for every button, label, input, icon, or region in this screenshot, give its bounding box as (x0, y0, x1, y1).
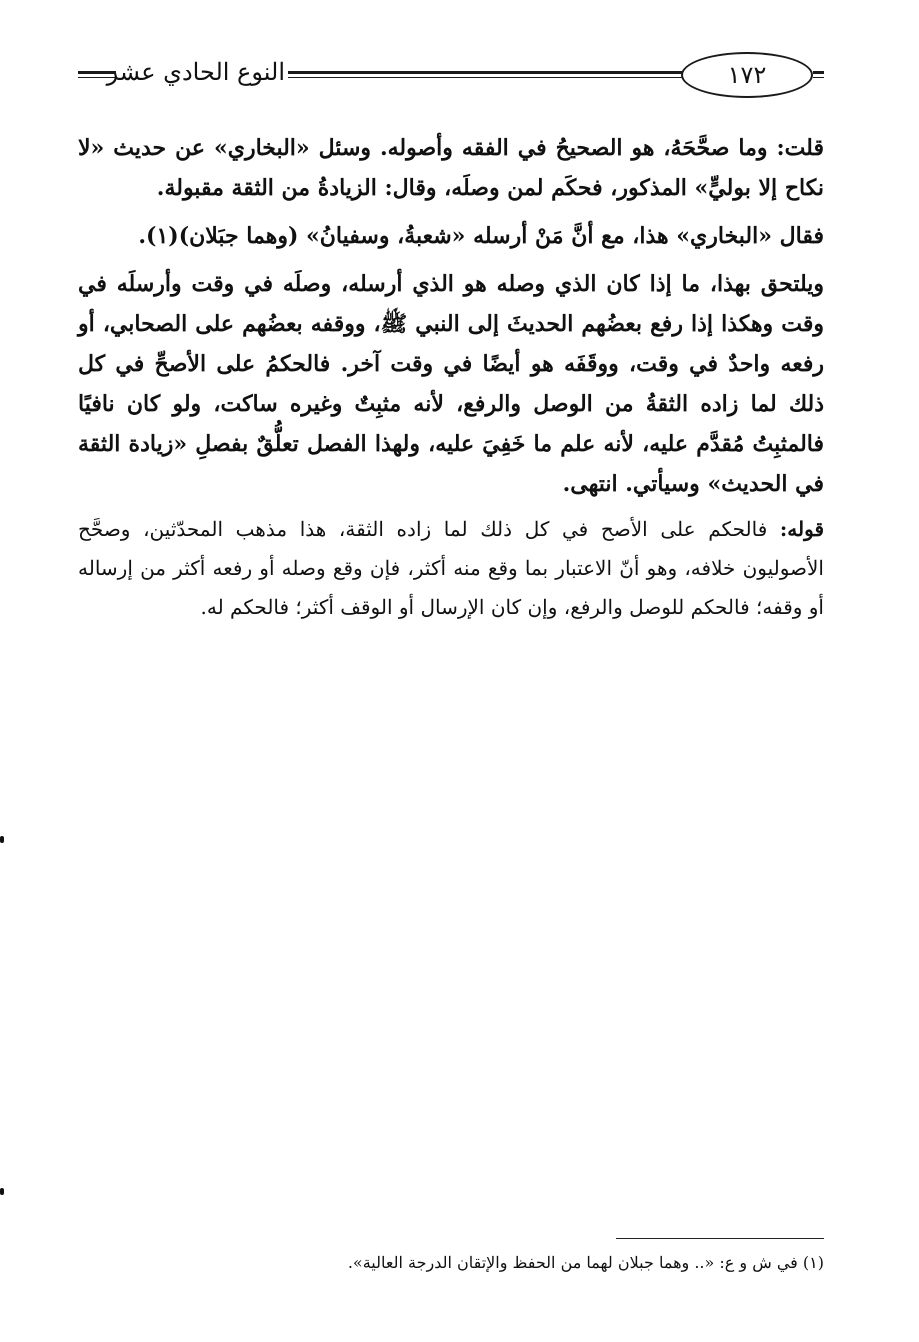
commentary-text: فالحكم على الأصح في كل ذلك لما زاده الثقة، هذا مذهب المحدّثين، وصحَّح الأصوليون خلافه، وهو أنّ الاعتبار بما وقع منه أكثر، فإن وقع وصله أو رفعه أكثر من إرساله أو وقفه؛ فالحكم للوصل والرفع، وإن كان الإرسال أو الوقف أكثر؛ فالحكم له. (78, 517, 824, 619)
page-header (78, 52, 824, 100)
paragraph-3: ويلتحق بهذا، ما إذا كان الذي وصله هو الذي أرسله، وصلَه في وقت وأرسلَه في وقت وهكذا إذا رفع بعضُهم الحديثَ إلى النبي ﷺ، ووقفه بعضُهم على الصحابي، أو رفعه واحدٌ في وقت، ووقَفَه هو أيضًا في وقت آخر. فالحكمُ على الأصحِّ في كل ذلك لما زاده الثقةُ من الوصل والرفع، لأنه مثبِتٌ وغيره ساكت، ولو كان نافيًا فالمثبِتُ مُقدَّم عليه، لأنه علم ما خَفِيَ عليه، ولهذا الفصل تعلُّقٌ بفصلِ «زيادة الثقة في الحديث» وسيأتي. انتهى. (78, 271, 824, 497)
margin-mark (0, 836, 4, 843)
commentary-lead: قوله: (779, 517, 824, 541)
footnote: (١) في ش و ع: «.. وهما جبلان لهما من الحفظ والإتقان الدرجة العالية». (347, 1253, 824, 1272)
running-title: النوع الحادي عشر (106, 58, 285, 86)
header-rule-right (813, 71, 824, 78)
main-text (78, 128, 824, 627)
commentary-paragraph (78, 510, 824, 627)
paragraph-2: فقال «البخاري» هذا، مع أنَّ مَنْ أرسله «شعبةُ، وسفيانُ» (وهما جبَلان)(١). (138, 223, 824, 249)
footnote-separator (616, 1238, 824, 1239)
margin-mark (0, 1188, 4, 1195)
paragraph-1: قلت: وما صحَّحَهُ، هو الصحيحُ في الفقه وأصوله. وسئل «البخاري» عن حديث «لا نكاح إلا بوليٍّ» المذكور، فحكَم لمن وصلَه، وقال: الزيادةُ من الثقة مقبولة. (78, 135, 824, 201)
page-number: ١٧٢ (681, 52, 813, 98)
